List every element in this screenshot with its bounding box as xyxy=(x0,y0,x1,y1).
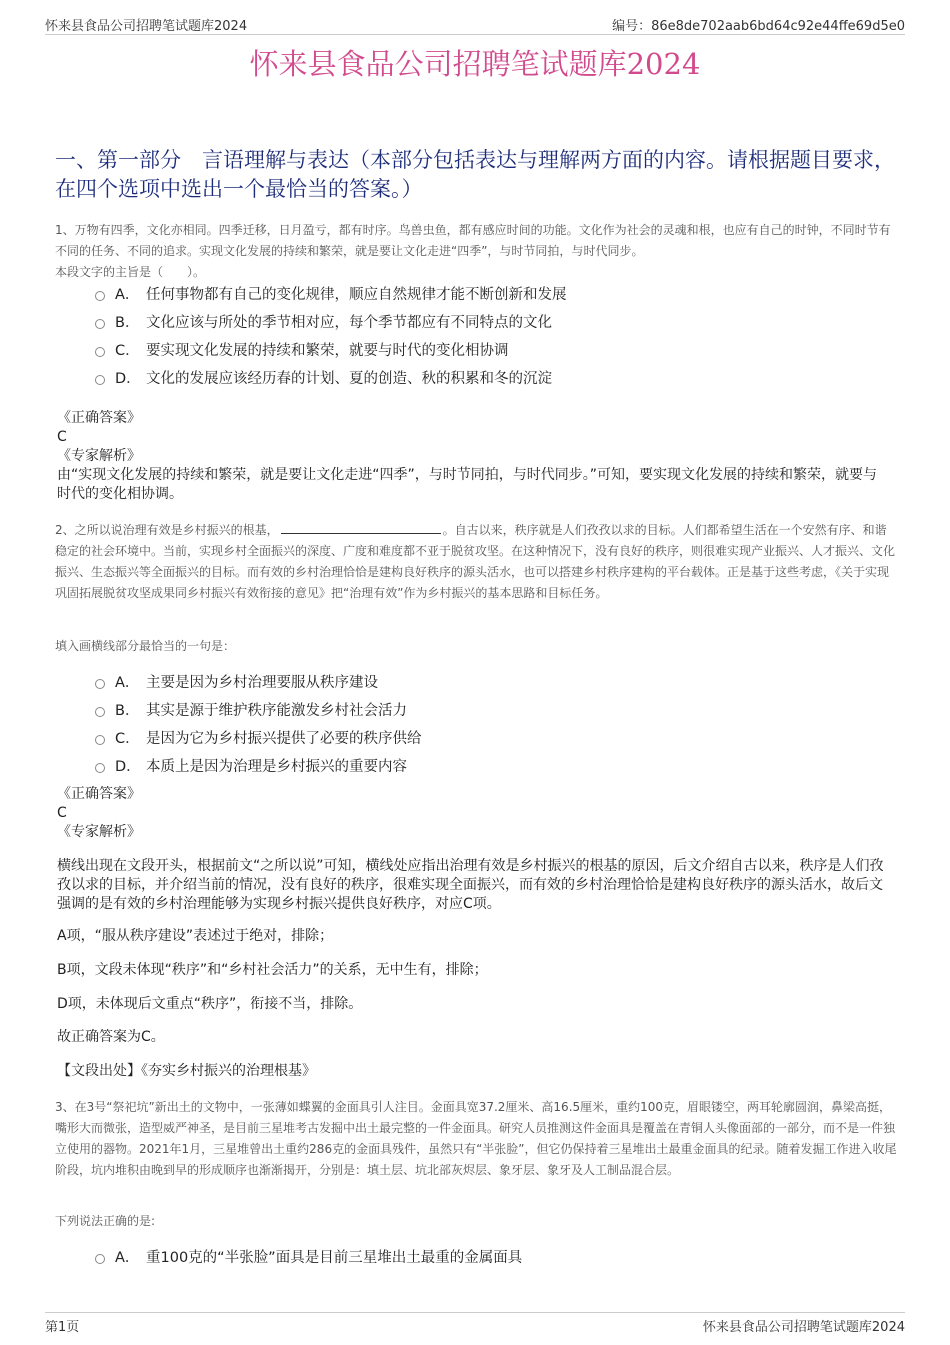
option-b[interactable]: B． 文化应该与所处的季节相对应，每个季节都应有不同特点的文化 xyxy=(95,307,875,335)
analysis-source: 【文段出处】《夯实乡村振兴的治理根基》 xyxy=(57,1063,316,1079)
question-1-text: 1、万物有四季，文化亦相同。四季迁移，日月盈亏，都有时序。鸟兽虫鱼，都有感应时间的功能。文化作为社会的灵魂和根，也应有自己的时钟，不同时节有不同的任务、不同的追求。实现文化发展的持续和繁荣，就是要让文化走进“四季”，与时节同拍，与时代同步。 本段文字的主旨是（ ）。 xyxy=(55,223,891,279)
option-c[interactable]: C． 要实现文化发展的持续和繁荣，就要与时代的变化相协调 xyxy=(95,335,875,363)
section-title: 一、第一部分 言语理解与表达（本部分包括表达与理解两方面的内容。请根据题目要求，在四个选项中选出一个最恰当的答案。） xyxy=(55,148,895,201)
answer-value: C xyxy=(57,429,67,445)
radio-icon[interactable] xyxy=(95,319,105,329)
fill-blank xyxy=(281,521,441,534)
header-doc-code: 编号：86e8de702aab6bd64c92e44ffe69d5e0 xyxy=(612,19,905,34)
radio-icon[interactable] xyxy=(95,375,105,385)
analysis-note-b: B项，文段未体现“秩序”和“乡村社会活力”的关系，无中生有，排除； xyxy=(57,962,488,978)
page-number: 第1页 xyxy=(45,1320,80,1335)
radio-icon[interactable] xyxy=(95,347,105,357)
question-2-answer xyxy=(57,785,887,842)
page-title: 怀来县食品公司招聘笔试题库2024 xyxy=(249,47,701,81)
answer-value: C xyxy=(57,805,67,821)
analysis-label: 《专家解析》 xyxy=(57,448,141,464)
question-2-options xyxy=(95,667,875,779)
option-b[interactable]: B． 其实是源于维护秩序能激发乡村社会活力 xyxy=(95,695,875,723)
question-2-text: 2、之所以说治理有效是乡村振兴的根基， 。自古以来，秩序就是人们孜孜以求的目标。人们都希望生活在一个安然有序、和谐稳定的社会环境中。当前，实现乡村全面振兴的深度、广度和难度都不亚于脱贫攻坚。在这种情况下，没有良好的秩序，则很难实现产业振兴、人才振兴、文化振兴、生态振兴等全面振兴的目标。而有效的乡村治理恰恰是建构良好秩序的源头活水，也可以搭建乡村秩序建构的平台载体。正是基于这些考虑，《关于实现巩固拓展脱贫攻坚成果同乡村振兴有效衔接的意见》把“治理有效”作为乡村振兴的基本思路和目标任务。 xyxy=(55,523,896,600)
radio-icon[interactable] xyxy=(95,1254,105,1264)
option-d[interactable]: D． 本质上是因为治理是乡村振兴的重要内容 xyxy=(95,751,875,779)
analysis-conclusion: 故正确答案为C。 xyxy=(57,1029,165,1045)
option-a[interactable]: A． 任何事物都有自己的变化规律，顺应自然规律才能不断创新和发展 xyxy=(95,279,875,307)
option-a[interactable]: A． 主要是因为乡村治理要服从秩序建设 xyxy=(95,667,875,695)
answer-label: 《正确答案》 xyxy=(57,410,141,426)
analysis-note-a: A项，“服从秩序建设”表述过于绝对，排除； xyxy=(57,928,334,944)
question-2-prompt: 填入画横线部分最恰当的一句是： xyxy=(55,639,236,653)
radio-icon[interactable] xyxy=(95,679,105,689)
radio-icon[interactable] xyxy=(95,735,105,745)
analysis-text: 横线出现在文段开头，根据前文“之所以说”可知，横线处应指出治理有效是乡村振兴的根基的原因，后文介绍自古以来，秩序是人们孜孜以求的目标，并介绍当前的情况，没有良好的秩序，很难实现全面振兴，而有效的乡村治理恰恰是建构良好秩序的源头活水，故后文强调的是有效的乡村治理能够为实现乡村振兴提供良好秩序，对应C项。 xyxy=(57,858,884,912)
analysis-label: 《专家解析》 xyxy=(57,824,141,840)
radio-icon[interactable] xyxy=(95,707,105,717)
question-3-options xyxy=(95,1242,875,1270)
header-doc-title: 怀来县食品公司招聘笔试题库2024 xyxy=(45,19,248,34)
page-footer xyxy=(45,1312,905,1335)
question-1-options xyxy=(95,279,875,391)
radio-icon[interactable] xyxy=(95,291,105,301)
footer-doc-title: 怀来县食品公司招聘笔试题库2024 xyxy=(702,1320,905,1335)
page-header xyxy=(45,12,905,35)
answer-label: 《正确答案》 xyxy=(57,786,141,802)
analysis-text: 由“实现文化发展的持续和繁荣，就是要让文化走进“四季”，与时节同拍，与时代同步。”可知，要实现文化发展的持续和繁荣，就要与时代的变化相协调。 xyxy=(57,467,878,502)
analysis-note-d: D项，未体现后文重点“秩序”，衔接不当，排除。 xyxy=(57,996,363,1012)
option-d[interactable]: D． 文化的发展应该经历春的计划、夏的创造、秋的积累和冬的沉淀 xyxy=(95,363,875,391)
option-c[interactable]: C． 是因为它为乡村振兴提供了必要的秩序供给 xyxy=(95,723,875,751)
question-1-answer xyxy=(57,409,887,504)
radio-icon[interactable] xyxy=(95,763,105,773)
question-3-prompt: 下列说法正确的是: xyxy=(55,1214,156,1228)
question-3-text: 3、在3号“祭祀坑”新出土的文物中，一张薄如蝶翼的金面具引人注目。金面具宽37.2厘米、高16.5厘米，重约100克，眉眼镂空，两耳轮廓圆润，鼻梁高挺，嘴形大而微张，造型威严神圣，是目前三星堆考古发掘中出土最完整的一件金面具。研究人员推测这件金面具是覆盖在青铜人头像面部的一部分，而不是一件独立使用的器物。2021年1月，三星堆曾出土重约286克的金面具残件，虽然只有“半张脸”，但它仍保持着三星堆出土最重金面具的纪录。随着发掘工作进入收尾阶段，坑内堆积由晚到早的形成顺序也渐渐揭开，分别是：填土层、坑北部灰烬层、象牙层、象牙及人工制品混合层。 xyxy=(55,1100,897,1177)
option-a[interactable]: A． 重100克的“半张脸”面具是目前三星堆出土最重的金属面具 xyxy=(95,1242,875,1270)
